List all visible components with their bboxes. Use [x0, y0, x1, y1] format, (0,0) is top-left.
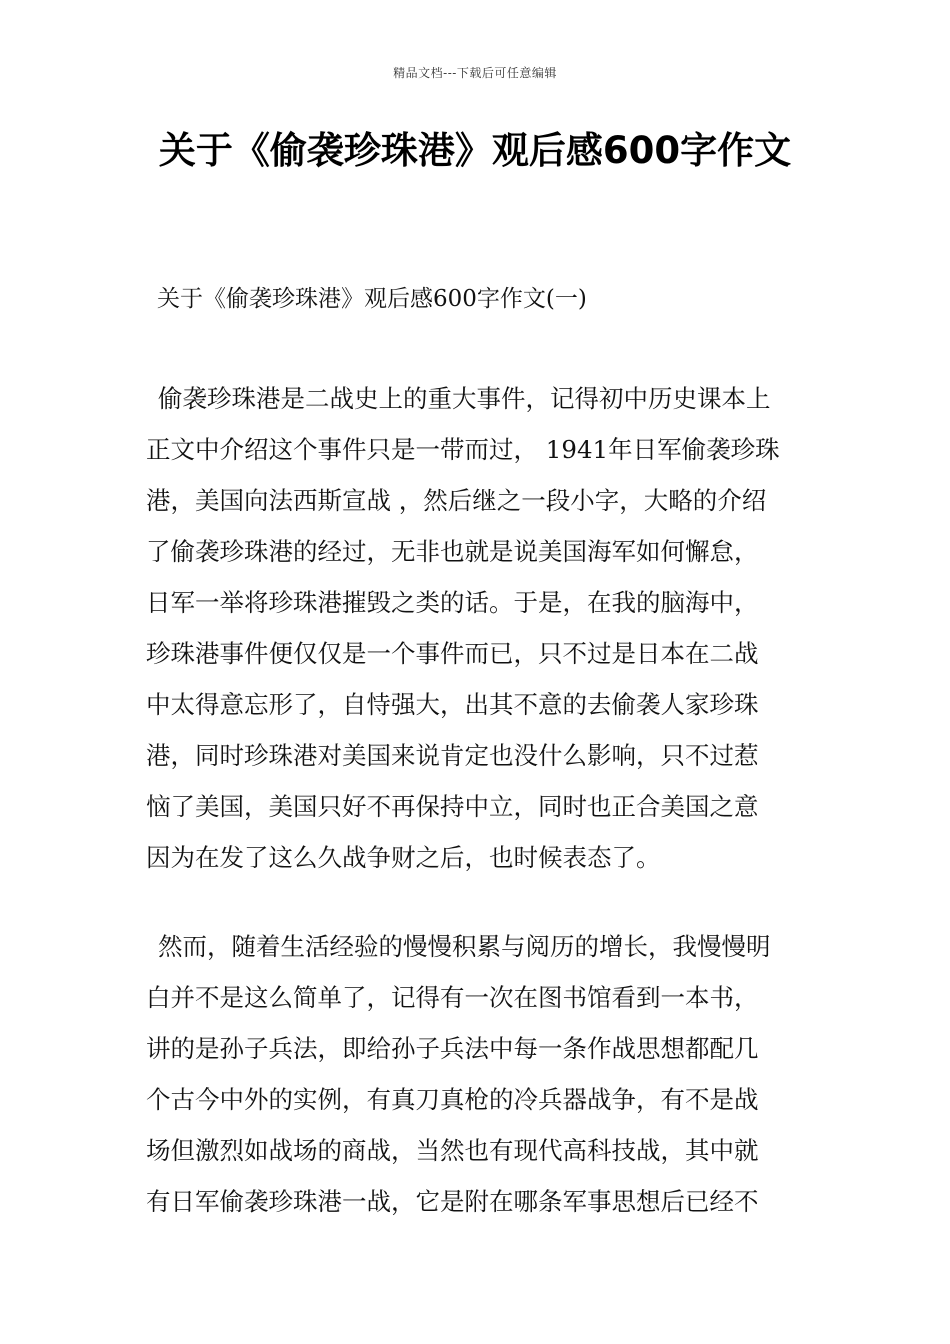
- paragraph-line: 白并不是这么简单了，记得有一次在图书馆看到一本书，: [146, 983, 759, 1012]
- section-heading: 关于《偷袭珍珠港》观后感600字作文(一): [157, 286, 587, 312]
- document-title: 关于《偷袭珍珠港》观后感600字作文: [158, 129, 792, 172]
- paragraph-line: 讲的是孙子兵法，即给孙子兵法中每一条作战思想都配几: [146, 1034, 759, 1063]
- paragraph-line: 有日军偷袭珍珠港一战，它是附在哪条军事思想后已经不: [146, 1187, 759, 1216]
- paragraph-line: 然而，随着生活经验的慢慢积累与阅历的增长，我慢慢明: [158, 932, 771, 961]
- paragraph-line: 港，同时珍珠港对美国来说肯定也没什么影响，只不过惹: [146, 741, 759, 770]
- paragraph-line: 港，美国向法西斯宣战 ，然后继之一段小字，大略的介绍: [146, 486, 767, 515]
- paragraph-line: 因为在发了这么久战争财之后，也时候表态了。: [146, 843, 661, 872]
- paragraph-line: 日军一举将珍珠港摧毁之类的话。于是，在我的脑海中，: [146, 588, 759, 617]
- header-note: 精品文档---下载后可任意编辑: [393, 66, 557, 80]
- paragraph-line: 偷袭珍珠港是二战史上的重大事件，记得初中历史课本上: [158, 384, 771, 413]
- paragraph-line: 中太得意忘形了，自恃强大，出其不意的去偷袭人家珍珠: [146, 690, 759, 719]
- paragraph-line: 了偷袭珍珠港的经过，无非也就是说美国海军如何懈怠，: [146, 537, 759, 566]
- paragraph-line: 场但激烈如战场的商战，当然也有现代高科技战，其中就: [146, 1136, 759, 1165]
- paragraph-line: 恼了美国，美国只好不再保持中立，同时也正合美国之意: [146, 792, 759, 821]
- paragraph-line: 正文中介绍这个事件只是一带而过， 1941年日军偷袭珍珠: [146, 435, 780, 464]
- paragraph-1: [146, 373, 816, 883]
- paragraph-line: 个古今中外的实例，有真刀真枪的冷兵器战争，有不是战: [146, 1085, 759, 1114]
- paragraph-line: 珍珠港事件便仅仅是一个事件而已，只不过是日本在二战: [146, 639, 759, 668]
- paragraph-2: [146, 921, 816, 1227]
